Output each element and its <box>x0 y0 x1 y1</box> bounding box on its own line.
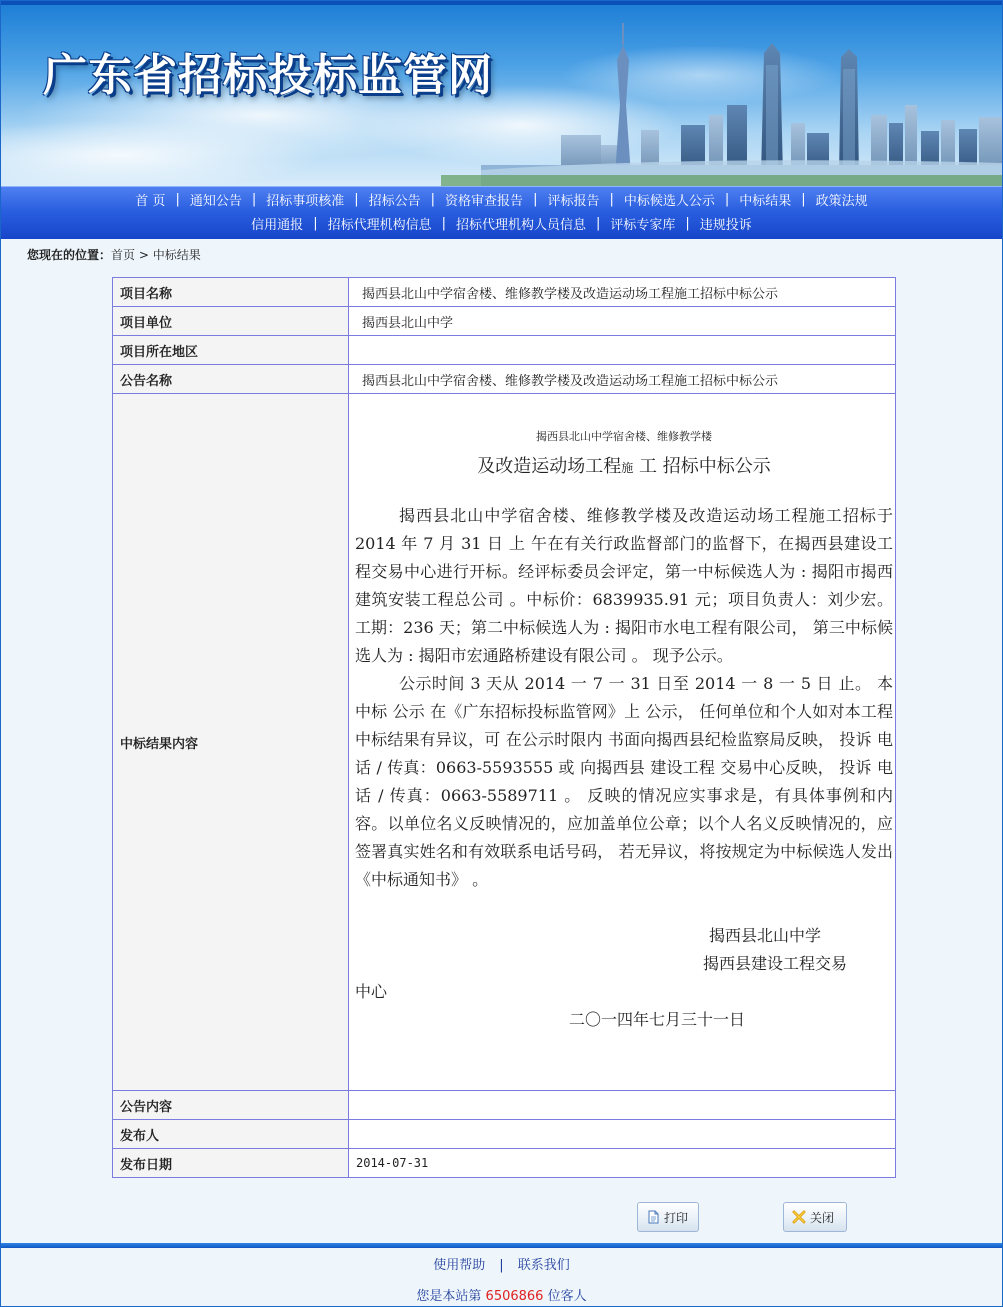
print-button[interactable] <box>637 1202 699 1232</box>
x-icon <box>792 1210 806 1224</box>
table-row <box>113 1091 896 1120</box>
result-content-cell <box>349 394 896 1091</box>
project-region-value <box>349 336 896 365</box>
visitor-counter <box>1 1285 1002 1304</box>
signature-exchange-center: 揭西县建设工程交易 <box>703 954 848 973</box>
nav-separator: | <box>175 191 180 207</box>
visitor-count: 6506866 <box>485 1289 544 1304</box>
notice-paragraph-1: 揭西县北山中学宿舍楼、维修教学楼及改造运动场工程施工招标于 2014 年 7 月 31 日 上 午在有关行政监督部门的监督下，在揭西县建设工 程交易中心进行开标。经评标委员会评定，第一中标候选人为 : 揭阳市揭西建筑安装工程总公司 。中标价：6839935.91 元；项目负责人：刘少宏。工期：236 天；第二中标候选人为 : 揭阳市水电工程有限公司， 第三中标候选人为 : 揭阳市宏通路桥建设有限公司 。 现予公示。 <box>355 506 893 665</box>
nav-separator: | <box>251 191 257 207</box>
nav-tender-announcements[interactable]: 招标公告 <box>368 193 421 209</box>
visitor-suffix: 位客人 <box>547 1289 587 1304</box>
nav-separator: | <box>313 215 318 231</box>
notice-date: 二〇一四年七月三十一日 <box>569 1010 746 1029</box>
nav-row-2 <box>1 211 1002 235</box>
footer-separator: | <box>499 1258 504 1273</box>
breadcrumb-current: 中标结果 <box>152 248 201 262</box>
nav-evaluation-report[interactable]: 评标报告 <box>547 193 600 209</box>
nav-notices[interactable]: 通知公告 <box>189 193 242 209</box>
breadcrumb-arrow: > <box>138 248 149 262</box>
nav-separator: | <box>609 191 614 207</box>
nav-separator: | <box>724 191 730 207</box>
publisher-label: 发布人 <box>113 1120 349 1149</box>
nav-award-results[interactable]: 中标结果 <box>739 193 792 209</box>
publish-date-label: 发布日期 <box>113 1149 349 1178</box>
print-button-label: 打印 <box>664 1210 689 1225</box>
breadcrumb <box>27 246 201 263</box>
nav-separator: | <box>801 191 806 207</box>
close-button-label: 关闭 <box>810 1210 835 1225</box>
close-button[interactable] <box>783 1202 847 1232</box>
table-row <box>113 394 896 1091</box>
breadcrumb-label: 您现在的位置： <box>27 248 112 262</box>
nav-row-1 <box>1 187 1002 211</box>
project-unit-value: 揭西县北山中学 <box>349 307 896 336</box>
nav-policies[interactable]: 政策法规 <box>815 193 868 209</box>
nav-qualification-report[interactable]: 资格审查报告 <box>445 193 524 209</box>
nav-tender-approval[interactable]: 招标事项核准 <box>266 193 345 209</box>
notice-content-label: 公告内容 <box>113 1091 349 1120</box>
nav-agency-staff-info[interactable]: 招标代理机构人员信息 <box>455 217 586 233</box>
award-notice-content <box>349 394 895 1090</box>
footer-links <box>1 1254 1002 1273</box>
award-detail-table <box>112 277 896 1178</box>
project-unit-label: 项目单位 <box>113 307 349 336</box>
notice-heading-part-a: 及改造运动场工程 <box>477 456 622 477</box>
notice-content-value <box>349 1091 896 1120</box>
breadcrumb-home-link[interactable]: 首页 <box>111 248 136 262</box>
nav-separator: | <box>441 215 446 231</box>
visitor-prefix: 您是本站第 <box>416 1289 482 1304</box>
nav-credit-reports[interactable]: 信用通报 <box>251 217 304 233</box>
nav-candidate-notice[interactable]: 中标候选人公示 <box>623 193 715 209</box>
signature-exchange-center-cont: 中心 <box>355 982 388 1001</box>
nav-separator: | <box>596 215 601 231</box>
nav-expert-pool[interactable]: 评标专家库 <box>610 217 676 233</box>
publisher-value <box>349 1120 896 1149</box>
nav-separator: | <box>430 191 436 207</box>
table-row <box>113 336 896 365</box>
notice-heading-part-c: 工 招标中标公示 <box>639 456 771 477</box>
footer-help-link[interactable]: 使用帮助 <box>433 1258 486 1273</box>
result-content-label: 中标结果内容 <box>113 394 349 1091</box>
site-title: 广东省招标投标监管网 <box>43 50 493 101</box>
notice-subtitle: 揭西县北山中学宿舍楼、维修教学楼 <box>536 430 712 443</box>
notice-heading-part-b: 施 <box>621 461 634 475</box>
nav-complaints[interactable]: 违规投诉 <box>699 217 752 233</box>
main-navigation <box>1 186 1002 239</box>
project-name-value: 揭西县北山中学宿舍楼、维修教学楼及改造运动场工程施工招标中标公示 <box>349 278 896 307</box>
table-row <box>113 1149 896 1178</box>
notice-paragraph-2: 公示时间 3 天从 2014 一 7 一 31 日至 2014 一 8 一 5 日 止。 本中标 公示 在《广东招标投标监管网》上 公示， 任何单位和个人如对本工程中标结果有异议，可 在公示时限内 书面向揭西县纪检监察局反映， 投诉 电话 / 传真：0663-5593555 或 向揭西县 建设工程 交易中心反映， 投诉 电话 / 传真：0663-5589711 。 反映的情况应实事求是，有具体事例和内容。以单位名义反映情况的，应加盖单位公章；以个人名义反映情况的，应签署真实姓名和有效联系电话号码， 若无异议，将按规定为中标候选人发出 《中标通知书》 。 <box>355 674 893 889</box>
notice-name-value: 揭西县北山中学宿舍楼、维修教学楼及改造运动场工程施工招标中标公示 <box>349 365 896 394</box>
nav-agency-info[interactable]: 招标代理机构信息 <box>327 217 432 233</box>
site-banner <box>1 5 1002 186</box>
nav-separator: | <box>354 191 359 207</box>
notice-heading <box>355 452 893 478</box>
publish-date-value: 2014-07-31 <box>349 1149 896 1178</box>
nav-home[interactable]: 首 页 <box>135 193 166 209</box>
table-row <box>113 307 896 336</box>
project-region-label: 项目所在地区 <box>113 336 349 365</box>
project-name-label: 项目名称 <box>113 278 349 307</box>
footer-contact-link[interactable]: 联系我们 <box>517 1258 570 1273</box>
nav-separator: | <box>685 215 690 231</box>
table-row <box>113 1120 896 1149</box>
notice-name-label: 公告名称 <box>113 365 349 394</box>
table-row <box>113 365 896 394</box>
footer <box>1 1248 1002 1306</box>
document-icon <box>646 1210 660 1224</box>
signature-school: 揭西县北山中学 <box>709 926 822 945</box>
nav-separator: | <box>533 191 538 207</box>
table-row <box>113 278 896 307</box>
